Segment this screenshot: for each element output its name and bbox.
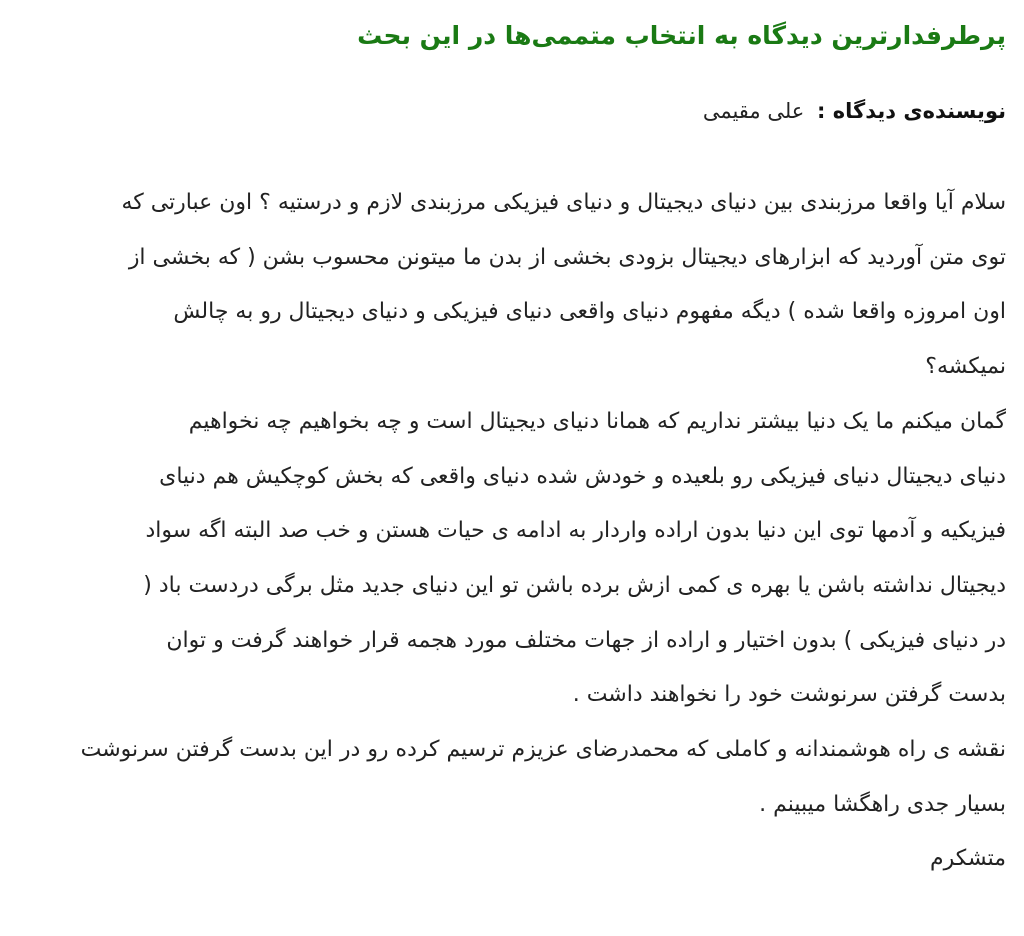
- section-heading: پرطرفدارترین دیدگاه به انتخاب متممی‌ها در این بحث: [357, 21, 1006, 50]
- comment-paragraph: گمان میکنم ما یک دنیا بیشتر نداریم که همانا دنیای دیجیتال است و چه بخواهیم چه نخواهیم دنیای دیجیتال دنیای فیزیکی رو بلعیده و خودش شده دنیای واقعی که بخش کوچکیش هم دنیای فیزیکیه و آدمها توی این دنیا بدون اراده واردار به ادامه ی حیات هستن و خب صد البته اگه سواد دیجیتال نداشته باشن یا بهره ی کمی ازش برده باشن تو این دنیای جدید مثل برگی دردست باد ( در دنیای فیزیکی ) بدون اختیار و اراده از جهات مختلف مورد هجمه قرار خواهند گرفت و توان بدست گرفتن سرنوشت خود را نخواهند داشت .: [143, 408, 1006, 708]
- author-name: علی مقیمی: [702, 99, 805, 123]
- author-label: نویسنده‌ی دیدگاه :: [817, 99, 1006, 123]
- comment-author-row: [18, 94, 1006, 128]
- comment-paragraph: متشکرم: [930, 846, 1006, 872]
- comment-paragraph: نقشه ی راه هوشمندانه و کاملی که محمدرضای عزیزم ترسیم کرده رو در این بدست گرفتن سرنوشت بسیار جدی راهگشا میبینم .: [80, 737, 1006, 817]
- comment-body: [18, 176, 1006, 887]
- comment-paragraph: سلام آیا واقعا مرزبندی بین دنیای دیجیتال و دنیای فیزیکی مرزبندی لازم و درستیه ؟ اون عبارتی که توی متن آوردید که ابزارهای دیجیتال بزودی بخشی از بدن ما میتونن محسوب بشن ( که بخشی از اون امروزه واقعا شده ) دیگه مفهوم دنیای واقعی دنیای فیزیکی و دنیای دیجیتال رو به چالش نمیکشه؟: [121, 190, 1006, 380]
